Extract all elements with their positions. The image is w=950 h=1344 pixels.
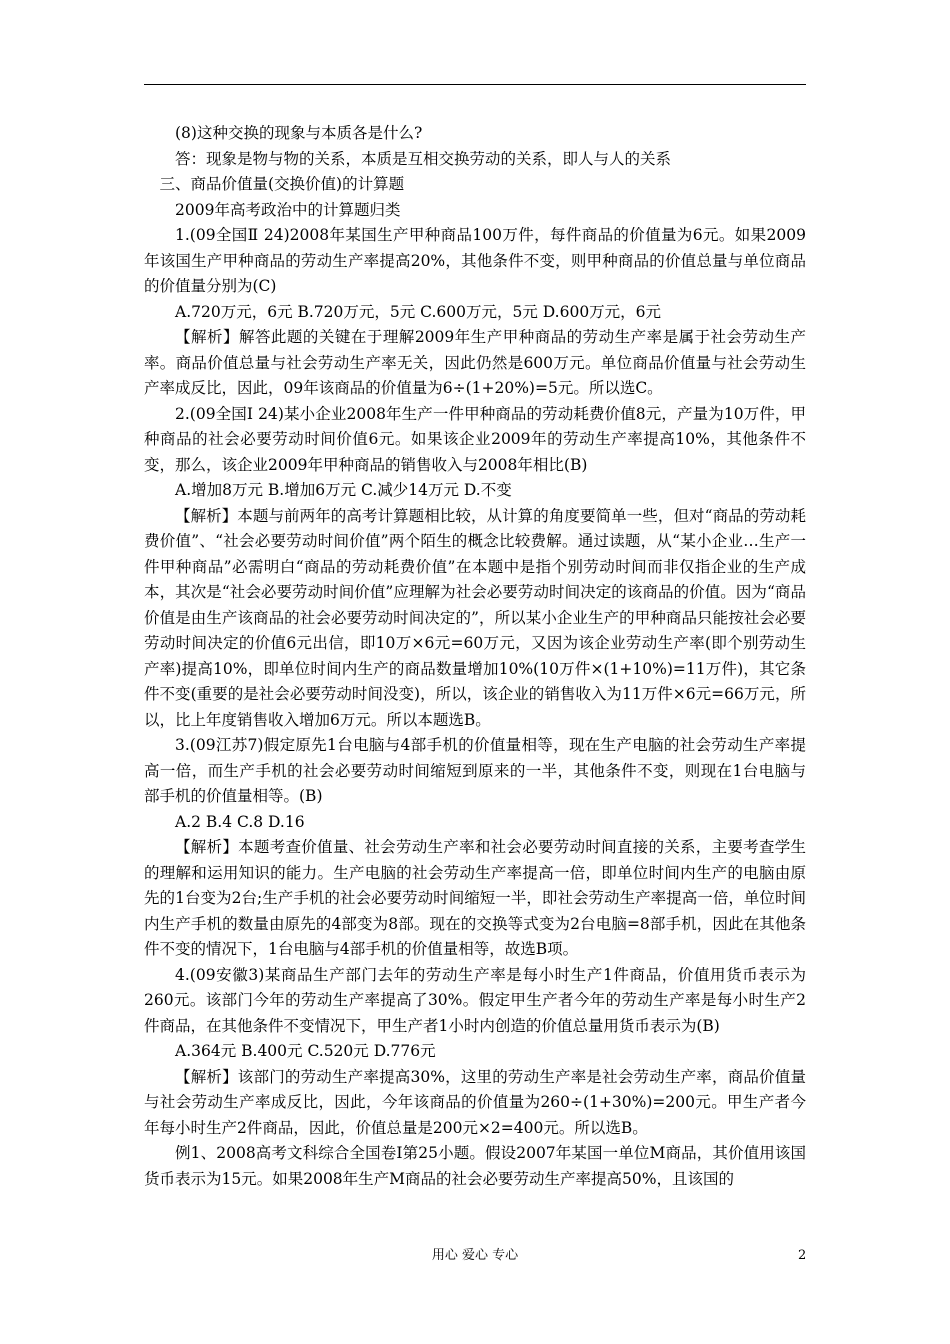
page-number: 2 — [798, 1248, 807, 1263]
question-2-analysis: 【解析】本题与前两年的高考计算题相比较，从计算的角度要简单一些，但对“商品的劳动耗费价值”、“社会必要劳动时间价值”两个陌生的概念比较费解。通过读题，从“某小企业…生产一件甲种商品”必需明白“商品的劳动耗费价值”在本题中是指个别劳动时间而非仅指企业的生产成本，其次是“社会必要劳动时间价值”应理解为社会必要劳动时间决定的该商品的价值。因为“商品价值是由生产该商品的社会必要劳动时间决定的”，所以某小企业生产的甲种商品只能按社会必要劳动时间决定的价值6元出信，即10万×6元=60万元，又因为该企业劳动生产率(即个别劳动生产率)提高10%，即单位时间内生产的商品数量增加10%(10万件×(1+10%)=11万件)，其它条件不变(重要的是社会必要劳动时间没变)，所以，该企业的销售收入为11万件×6元=66万元，所以，比上年度销售收入增加6万元。所以本题选B。 — [144, 506, 806, 729]
question-1: 1.(09全国Ⅱ 24)2008年某国生产甲种商品100万件，每件商品的价值量为6元。如果2009年该国生产甲种商品的劳动生产率提高20%，其他条件不变，则甲种商品的价值总量与单位商品的价值量分别为(C) — [144, 226, 806, 295]
question-4-options: A.364元 B.400元 C.520元 D.776元 — [175, 1042, 436, 1060]
paragraph-question-8: (8)这种交换的现象与本质各是什么? — [175, 124, 423, 142]
question-3-options: A.2 B.4 C.8 D.16 — [175, 812, 305, 831]
document-body — [144, 121, 806, 1192]
question-3-analysis: 【解析】本题考查价值量、社会劳动生产率和社会必要劳动时间直接的关系，主要考查学生的理解和运用知识的能力。生产电脑的社会劳动生产率提高一倍，即单位时间内生产的电脑由原先的1台变为2台;生产手机的社会必要劳动时间缩短一半，即社会劳动生产率提高一倍，单位时间内生产手机的数量由原先的4部变为8部。现在的交换等式变为2台电脑=8部手机，因此在其他条件不变的情况下，1台电脑与4部手机的价值量相等，故选B项。 — [144, 838, 806, 958]
header-rule — [144, 84, 806, 85]
question-4: 4.(09安徽3)某商品生产部门去年的劳动生产率是每小时生产1件商品，价值用货币表示为260元。该部门今年的劳动生产率提高了30%。假定甲生产者今年的劳动生产率是每小时生产2件商品，在其他条件不变情况下，甲生产者1小时内创造的价值总量用货币表示为(B) — [144, 965, 806, 1035]
question-1-options: A.720万元，6元 B.720万元，5元 C.600万元，5元 D.600万元，6元 — [175, 302, 662, 321]
question-3: 3.(09江苏7)假定原先1台电脑与4部手机的价值量相等，现在生产电脑的社会劳动生产率提高一倍，而生产手机的社会必要劳动时间缩短到原来的一半，其他条件不变，则现在1台电脑与 部手机的价值量相等。(B) — [144, 736, 806, 805]
footer-motto: 用心 爱心 专心 — [431, 1248, 519, 1263]
example-1: 例1、2008高考文科综合全国卷Ⅰ第25小题。假设2007年某国一单位M商品，其价值用该国货币表示为15元。如果2008年生产M商品的社会必要劳动生产率提高50%，且该国的 — [144, 1144, 806, 1188]
section-heading: 三、商品价值量(交换价值)的计算题 — [159, 175, 405, 193]
question-4-analysis: 【解析】该部门的劳动生产率提高30%，这里的劳动生产率是社会劳动生产率，商品价值量与社会劳动生产率成反比，因此，今年该商品的价值量为260÷(1+30%)=200元。甲生产者今年每小时生产2件商品，因此，价值总量是200元×2=400元。所以选B。 — [144, 1067, 806, 1137]
question-1-analysis: 【解析】解答此题的关键在于理解2009年生产甲种商品的劳动生产率是属于社会劳动生产率。商品价值总量与社会劳动生产率无关，因此仍然是600万元。单位商品价值量与社会劳动生产率成反比，因此，09年该商品的价值量为6÷(1+20%)=5元。所以选C。 — [144, 328, 806, 397]
paragraph-answer: 答：现象是物与物的关系，本质是互相交换劳动的关系，即人与人的关系 — [175, 149, 672, 168]
question-2: 2.(09全国Ⅰ 24)某小企业2008年生产一件甲种商品的劳动耗费价值8元，产量为10万件，甲种商品的社会必要劳动时间价值6元。如果该企业2009年的劳动生产率提高10%，其他条件不变，那么，该企业2009年甲种商品的销售收入与2008年相比(B) — [144, 404, 806, 474]
subsection-heading: 2009年高考政治中的计算题归类 — [175, 200, 401, 219]
question-2-options: A.增加8万元 B.增加6万元 C.减少14万元 D.不变 — [175, 481, 512, 499]
